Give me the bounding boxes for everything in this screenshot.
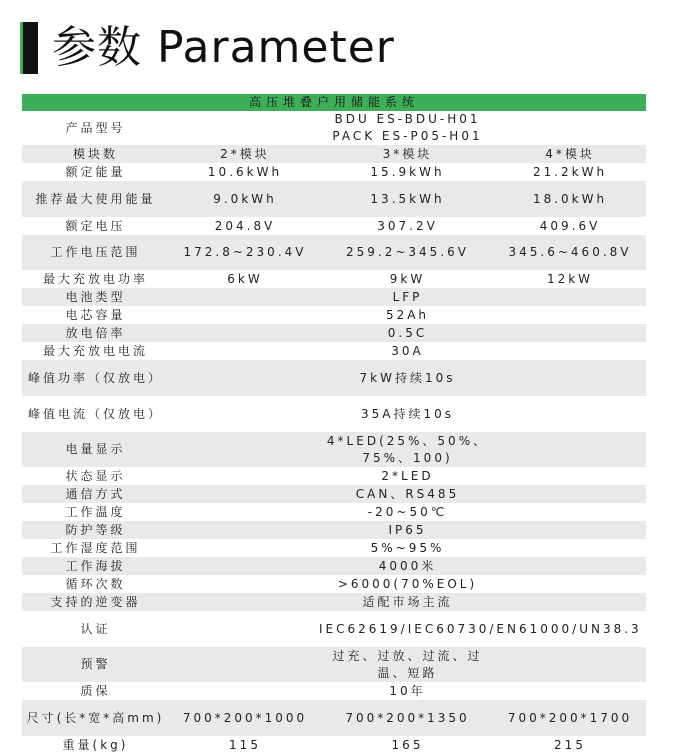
table-row xyxy=(22,288,646,306)
table-row xyxy=(22,557,646,575)
row-label: 认证 xyxy=(80,621,111,636)
row-value-span: IP65 xyxy=(169,521,646,539)
table-row xyxy=(22,217,646,235)
row-value: 6kW xyxy=(227,271,263,286)
row-value: 204.8V xyxy=(214,218,276,233)
table-row xyxy=(22,396,646,432)
table-row xyxy=(22,467,646,485)
row-label: 电芯容量 xyxy=(65,307,126,322)
table-row xyxy=(22,575,646,593)
row-value-span: 4000米 xyxy=(169,557,646,575)
row-value: 700*200*1700 xyxy=(494,700,646,736)
table-row xyxy=(22,647,646,682)
row-label: 放电倍率 xyxy=(22,324,169,342)
row-label: 循环次数 xyxy=(65,576,126,591)
row-value: 700*200*1350 xyxy=(321,700,494,736)
table-row xyxy=(22,593,646,611)
row-label: 额定能量 xyxy=(65,164,126,179)
row-value: 172.8~230.4V xyxy=(169,235,321,270)
row-value-span: 35A持续10s xyxy=(361,406,455,421)
table-row xyxy=(22,611,646,647)
row-value: 4*模块 xyxy=(494,145,646,163)
title-accent-bar xyxy=(20,22,38,74)
table-row xyxy=(22,736,646,754)
row-label: 预警 xyxy=(22,647,169,682)
row-value-span: IEC62619/IEC60730/EN61000/UN38.3 xyxy=(319,621,642,636)
row-label: 工作电压范围 xyxy=(22,235,169,270)
table-row xyxy=(22,235,646,270)
row-label: 电量显示 xyxy=(22,432,169,467)
table-row xyxy=(22,145,646,163)
table-row xyxy=(22,342,646,360)
row-value: 13.5kWh xyxy=(321,181,494,217)
row-value-span: 适配市场主流 xyxy=(169,593,646,611)
row-label: 工作湿度范围 xyxy=(50,540,141,555)
parameter-table xyxy=(22,94,646,754)
table-row xyxy=(22,682,646,700)
table-row xyxy=(22,111,646,145)
table-row xyxy=(22,700,646,736)
row-label: 尺寸(长*宽*高mm) xyxy=(22,700,169,736)
table-row xyxy=(22,270,646,288)
row-value: 10.6kWh xyxy=(207,164,283,179)
row-value-span: 10年 xyxy=(389,683,426,698)
row-value-span: 4*LED(25%、50%、75%、100) xyxy=(169,432,646,467)
row-value-span: >6000(70%EOL) xyxy=(337,576,478,591)
table-row xyxy=(22,539,646,557)
table-row xyxy=(22,181,646,217)
page-title: 参数 Parameter xyxy=(52,22,395,73)
row-value: 115 xyxy=(229,737,261,752)
row-value: 12kW xyxy=(546,271,594,286)
row-value-span: 52Ah xyxy=(385,307,430,322)
row-value-span: 7kW持续10s xyxy=(169,360,646,396)
row-label: 峰值功率（仅放电） xyxy=(22,360,169,396)
row-label: 防护等级 xyxy=(22,521,169,539)
row-value-span: 0.5C xyxy=(169,324,646,342)
table-row xyxy=(22,521,646,539)
row-value-span: BDU ES-BDU-H01 PACK ES-P05-H01 xyxy=(332,112,483,143)
row-label: 工作温度 xyxy=(65,504,126,519)
row-value-span: LFP xyxy=(169,288,646,306)
row-value: 215 xyxy=(554,737,586,752)
row-value: 259.2~345.6V xyxy=(321,235,494,270)
row-value-span: 5%~95% xyxy=(370,540,445,555)
row-label: 支持的逆变器 xyxy=(22,593,169,611)
row-label: 推荐最大使用能量 xyxy=(22,181,169,217)
table-row xyxy=(22,360,646,396)
row-label: 最大充放电功率 xyxy=(42,271,148,286)
row-label: 通信方式 xyxy=(22,485,169,503)
row-value: 2*模块 xyxy=(169,145,321,163)
table-row xyxy=(22,485,646,503)
row-label: 峰值电流（仅放电） xyxy=(27,406,163,421)
page-header xyxy=(20,20,395,76)
table-header-row xyxy=(22,94,646,111)
row-value-span: CAN、RS485 xyxy=(169,485,646,503)
table-row xyxy=(22,324,646,342)
row-value: 409.6V xyxy=(539,218,601,233)
table-row xyxy=(22,432,646,467)
row-value: 18.0kWh xyxy=(494,181,646,217)
row-label: 最大充放电电流 xyxy=(42,343,148,358)
row-value: 9.0kWh xyxy=(169,181,321,217)
row-label: 产品型号 xyxy=(65,120,126,135)
row-value: 3*模块 xyxy=(321,145,494,163)
row-label: 工作海拔 xyxy=(22,557,169,575)
row-value-span: 2*LED xyxy=(381,468,434,483)
table-row xyxy=(22,503,646,521)
table-row xyxy=(22,306,646,324)
row-value: 165 xyxy=(391,737,424,752)
row-label: 模块数 xyxy=(22,145,169,163)
row-label: 重量(kg) xyxy=(62,737,129,752)
row-label: 质保 xyxy=(80,683,111,698)
row-value-span: 30A xyxy=(391,343,424,358)
row-label: 额定电压 xyxy=(65,218,126,233)
row-value: 307.2V xyxy=(377,218,438,233)
row-value-span: -20~50℃ xyxy=(367,504,448,519)
row-value: 21.2kWh xyxy=(532,164,608,179)
row-value: 700*200*1000 xyxy=(169,700,321,736)
row-value: 15.9kWh xyxy=(370,164,445,179)
row-value: 9kW xyxy=(389,271,426,286)
row-value-span: 过充、过放、过流、过温、短路 xyxy=(169,647,646,682)
row-label: 状态显示 xyxy=(65,468,126,483)
table-header: 高压堆叠户用储能系统 xyxy=(22,94,646,111)
table-row xyxy=(22,163,646,181)
row-label: 电池类型 xyxy=(22,288,169,306)
row-value: 345.6~460.8V xyxy=(494,235,646,270)
